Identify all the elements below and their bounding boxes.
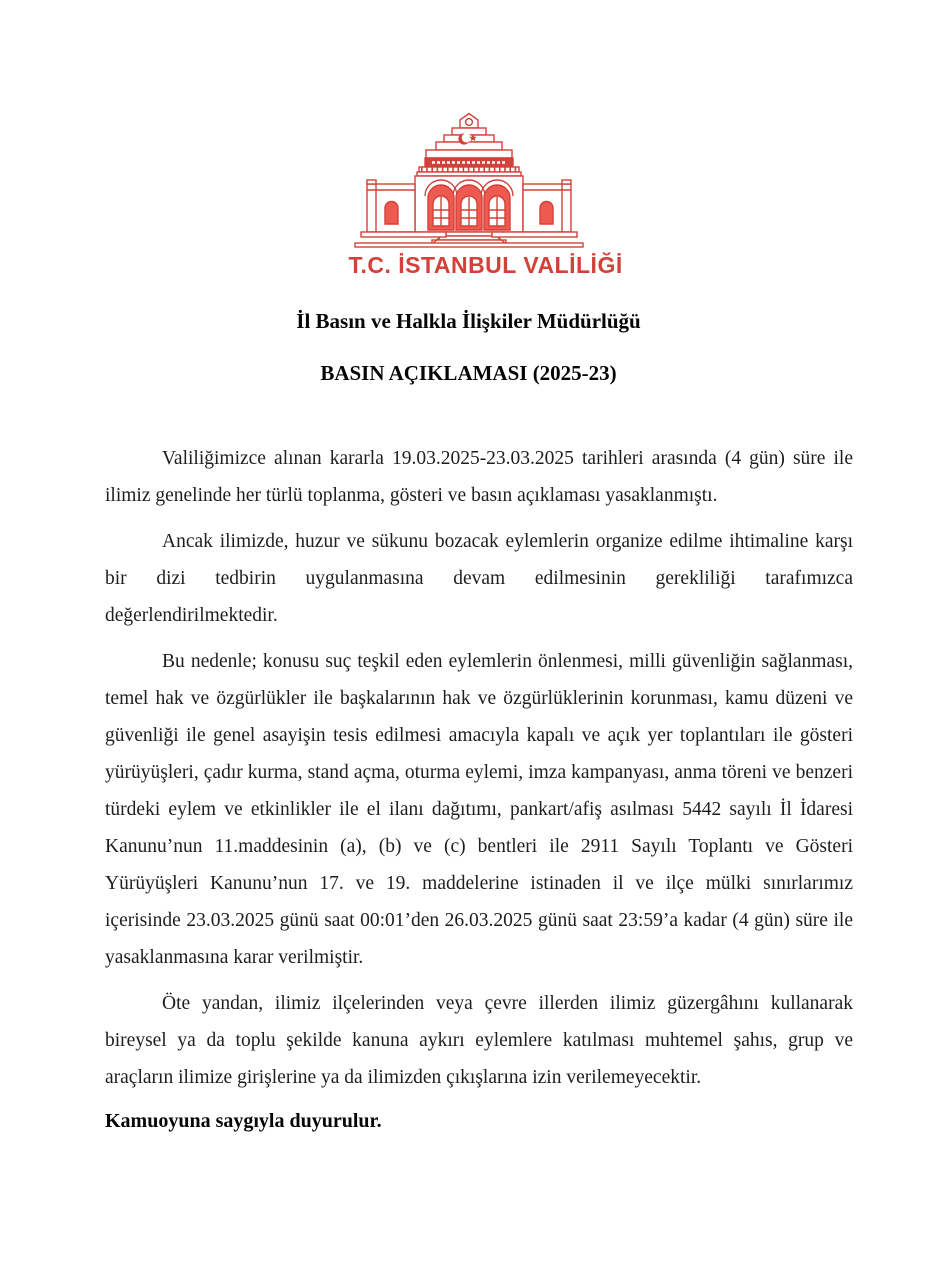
paragraph-ban-summary: Valiliğimizce alınan kararla 19.03.2025-23.03.2025 tarihleri arasında (4 gün) süre ile ilimiz genelinde her türlü toplanma, gösteri ve basın açıklaması yasaklanmıştı. bbox=[105, 448, 853, 506]
paragraph-entry-exit: Öte yandan, ilimiz ilçelerinden veya çevre illerden ilimiz güzergâhını kullanarak bireysel ya da toplu şekilde kanuna aykırı eylemlere katılması muhtemel şahıs, grup ve araçların ilimize girişlerine ya da ilimizden çıkışlarına izin verilemeyecektir. bbox=[105, 993, 853, 1088]
logo-caption: T.C. İSTANBUL VALİLİĞİ bbox=[348, 252, 623, 278]
department-heading: İl Basın ve Halkla İlişkiler Müdürlüğü bbox=[296, 309, 641, 333]
paragraph-assessment: Ancak ilimizde, huzur ve sükunu bozacak eylemlerin organize edilme ihtimaline karşı bir dizi tedbirin uygulanmasına devam edilmesinin gerekliliği tarafımızca değerlendirilmektedir. bbox=[105, 531, 853, 626]
letterhead bbox=[348, 112, 623, 279]
press-release-title: BASIN AÇIKLAMASI (2025-23) bbox=[320, 361, 617, 385]
closing-statement: Kamuoyuna saygıyla duyurulur. bbox=[105, 1110, 382, 1132]
paragraph-decision-detail: Bu nedenle; konusu suç teşkil eden eylemlerin önlenmesi, milli güvenliğin sağlanması, temel hak ve özgürlükler ile başkalarının hak ve özgürlüklerinin korunması, kamu düzeni ve güvenliği ile genel asayişin tesis edilmesi amacıyla kapalı ve açık yer toplantıları ile gösteri yürüyüşleri, çadır kurma, stand açma, oturma eylemi, imza kampanyası, anma töreni ve benzeri türdeki eylem ve etkinlikler ile el ilanı dağıtımı, pankart/afiş asılması 5442 sayılı İl İdaresi Kanunu’nun 11.maddesinin (a), (b) ve (c) bentleri ile 2911 Sayılı Toplantı ve Gösteri Yürüyüşleri Kanunu’nun 17. ve 19. maddelerine istinaden il ve ilçe mülki sınırlarımız içerisinde 23.03.2025 günü saat 00:01’den 26.03.2025 günü saat 23:59’a kadar (4 gün) süre ile yasaklanmasına karar verilmiştir. bbox=[105, 651, 853, 968]
document-body bbox=[105, 440, 853, 1133]
government-building-icon bbox=[349, 112, 589, 248]
document-headings bbox=[0, 309, 937, 386]
